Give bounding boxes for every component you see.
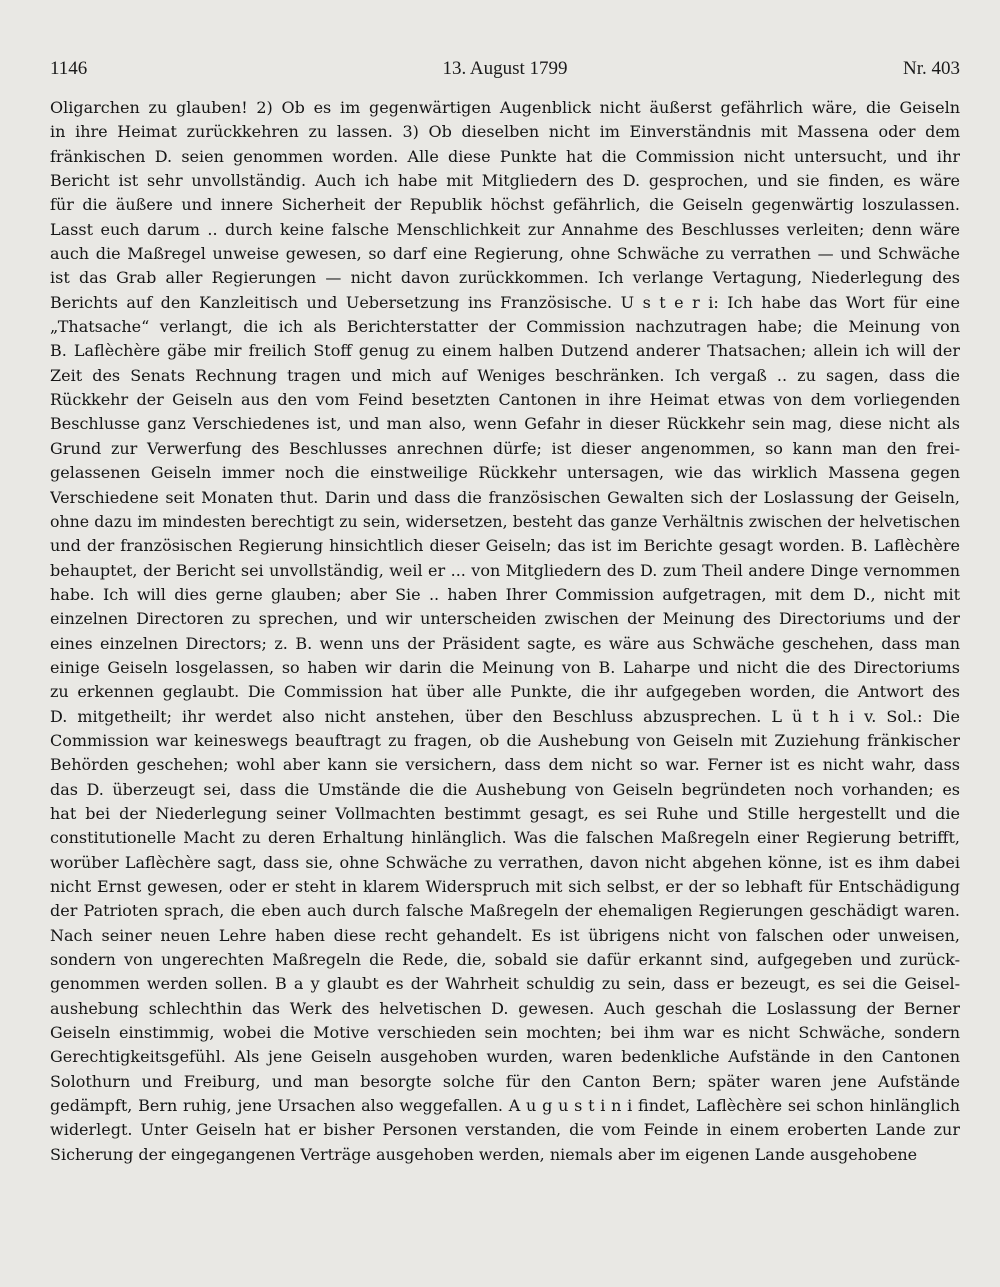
- text-line: Geiseln einstimmig, wobei die Motive verschieden sein mochten; bei ihm war es nicht Schwäche, sondern: [50, 1023, 960, 1043]
- text-line: sondern von ungerechten Maßregeln die Rede, die, sobald sie dafür erkannt sind, aufgegeben und zurück-: [50, 950, 960, 970]
- text-line: Rückkehr der Geiseln aus den vom Feind besetzten Cantonen in ihre Heimat etwas von dem vorliegenden: [50, 390, 960, 410]
- text-line: Beschlusse ganz Verschiedenes ist, und man also, wenn Gefahr in dieser Rückkehr sein mag, diese nicht als: [50, 414, 960, 434]
- text-line: constitutionelle Macht zu deren Erhaltung hinlänglich. Was die falschen Maßregeln einer Regierung betrifft,: [50, 828, 960, 848]
- text-line: für die äußere und innere Sicherheit der Republik höchst gefährlich, die Geiseln gegenwärtig loszulassen.: [50, 195, 960, 215]
- text-line: einige Geiseln losgelassen, so haben wir darin die Meinung von B. Laharpe und nicht die des Directoriums: [50, 657, 960, 677]
- text-line: widerlegt. Unter Geiseln hat er bisher Personen verstanden, die vom Feinde in einem eroberten Lande zur: [50, 1120, 960, 1140]
- text-line: fränkischen D. seien genommen worden. Alle diese Punkte hat die Commission nicht untersucht, und ihr: [50, 146, 960, 166]
- text-line: „Thatsache“ verlangt, die ich als Berichterstatter der Commission nachzutragen habe; die Meinung von: [50, 317, 960, 337]
- page-header: [50, 58, 960, 84]
- text-line: gelassenen Geiseln immer noch die einstweilige Rückkehr untersagen, wie das wirklich Massena gegen: [50, 463, 960, 483]
- text-line: Bericht ist sehr unvollständig. Auch ich habe mit Mitgliedern des D. gesprochen, und sie finden, es wäre: [50, 171, 960, 191]
- text-line: auch die Maßregel unweise gewesen, so darf eine Regierung, ohne Schwäche zu verrathen — und Schwäche: [50, 244, 960, 264]
- text-line: Lasst euch darum .. durch keine falsche Menschlichkeit zur Annahme des Beschlusses verleiten; denn wäre: [50, 219, 960, 239]
- text-line: Commission war keineswegs beauftragt zu fragen, ob die Aushebung von Geiseln mit Zuziehung fränkischer: [50, 730, 960, 750]
- text-line: und der französischen Regierung hinsichtlich dieser Geiseln; das ist im Berichte gesagt worden. B. Laflèchère: [50, 536, 960, 556]
- text-line: hat bei der Niederlegung seiner Vollmachten bestimmt gesagt, es sei Ruhe und Stille hergestellt und die: [50, 803, 960, 823]
- text-line: Berichts auf den Kanzleitisch und Uebersetzung ins Französische. U s t e r i: Ich habe das Wort für eine: [50, 292, 960, 312]
- text-line: nicht Ernst gewesen, oder er steht in klarem Widerspruch mit sich selbst, er der so lebhaft für Entschädigung: [50, 877, 960, 896]
- text-line: Zeit des Senats Rechnung tragen und mich auf Weniges beschränken. Ich vergaß .. zu sagen, dass die: [50, 365, 960, 385]
- body-text: [50, 96, 960, 1167]
- text-line: Oligarchen zu glauben! 2) Ob es im gegenwärtigen Augenblick nicht äußerst gefährlich wäre, die Geiseln: [50, 98, 960, 117]
- text-line: D. mitgetheilt; ihr werdet also nicht anstehen, über den Beschluss abzusprechen. L ü t h i v. Sol.: Die: [50, 706, 960, 726]
- text-line: aushebung schlechthin das Werk des helvetischen D. gewesen. Auch geschah die Loslassung der Berner: [50, 998, 960, 1018]
- text-line: behauptet, der Bericht sei unvollständig, weil er ... von Mitgliedern des D. zum Theil andere Dinge vernommen: [50, 560, 960, 580]
- text-line: Verschiedene seit Monaten thut. Darin und dass die französischen Gewalten sich der Loslassung der Geiseln,: [50, 487, 960, 507]
- page-number: 1146: [50, 58, 88, 79]
- text-line: Grund zur Verwerfung des Beschlusses anrechnen dürfe; ist dieser angenommen, so kann man den frei-: [50, 438, 960, 458]
- text-line: Behörden geschehen; wohl aber kann sie versichern, dass dem nicht so war. Ferner ist es nicht wahr, dass: [50, 755, 960, 775]
- text-line: Sicherung der eingegangenen Verträge ausgehoben werden, niemals aber im eigenen Lande ausgehobene: [50, 1144, 918, 1164]
- text-line: der Patrioten sprach, die eben auch durch falsche Maßregeln der ehemaligen Regierungen geschädigt waren.: [50, 901, 960, 921]
- text-line: genommen werden sollen. B a y glaubt es der Wahrheit schuldig zu sein, dass er bezeugt, es sei die Geisel-: [50, 974, 960, 994]
- header-date: 13. August 1799: [442, 58, 568, 79]
- text-line: das D. überzeugt sei, dass die Umstände die die Aushebung von Geiseln begründeten noch vorhanden; es: [50, 779, 960, 799]
- text-line: ist das Grab aller Regierungen — nicht davon zurückkommen. Ich verlange Vertagung, Niederlegung des: [50, 268, 960, 288]
- text-line: gedämpft, Bern ruhig, jene Ursachen also weggefallen. A u g u s t i n i findet, Laflèchère sei schon hinlänglich: [50, 1096, 960, 1116]
- text-line: in ihre Heimat zurückkehren zu lassen. 3) Ob dieselben nicht im Einverständnis mit Massena oder dem: [50, 122, 960, 142]
- text-line: habe. Ich will dies gerne glauben; aber Sie .. haben Ihrer Commission aufgetragen, mit dem D., nicht mit: [50, 584, 960, 604]
- document-number: Nr. 403: [903, 58, 960, 79]
- text-line: Nach seiner neuen Lehre haben diese recht gehandelt. Es ist übrigens nicht von falschen oder unweisen,: [50, 925, 960, 945]
- text-line: einzelnen Directoren zu sprechen, und wir unterscheiden zwischen der Meinung des Directoriums und der: [50, 609, 960, 629]
- text-line: zu erkennen geglaubt. Die Commission hat über alle Punkte, die ihr aufgegeben worden, die Antwort des: [50, 682, 960, 702]
- text-line: worüber Laflèchère sagt, dass sie, ohne Schwäche zu verrathen, davon nicht abgehen könne, ist es ihm dabei: [50, 852, 960, 872]
- text-line: B. Laflèchère gäbe mir freilich Stoff genug zu einem halben Dutzend anderer Thatsachen; allein ich will der: [50, 341, 960, 361]
- text-line: ohne dazu im mindesten berechtigt zu sein, widersetzen, besteht das ganze Verhältnis zwischen der helvetischen: [50, 511, 960, 531]
- text-line: Solothurn und Freiburg, und man besorgte solche für den Canton Bern; später waren jene Aufstände: [50, 1071, 960, 1091]
- text-line: Gerechtigkeitsgefühl. Als jene Geiseln ausgehoben wurden, waren bedenkliche Aufstände in den Cantonen: [50, 1047, 960, 1067]
- text-line: eines einzelnen Directors; z. B. wenn uns der Präsident sagte, es wäre aus Schwäche geschehen, dass man: [50, 633, 960, 653]
